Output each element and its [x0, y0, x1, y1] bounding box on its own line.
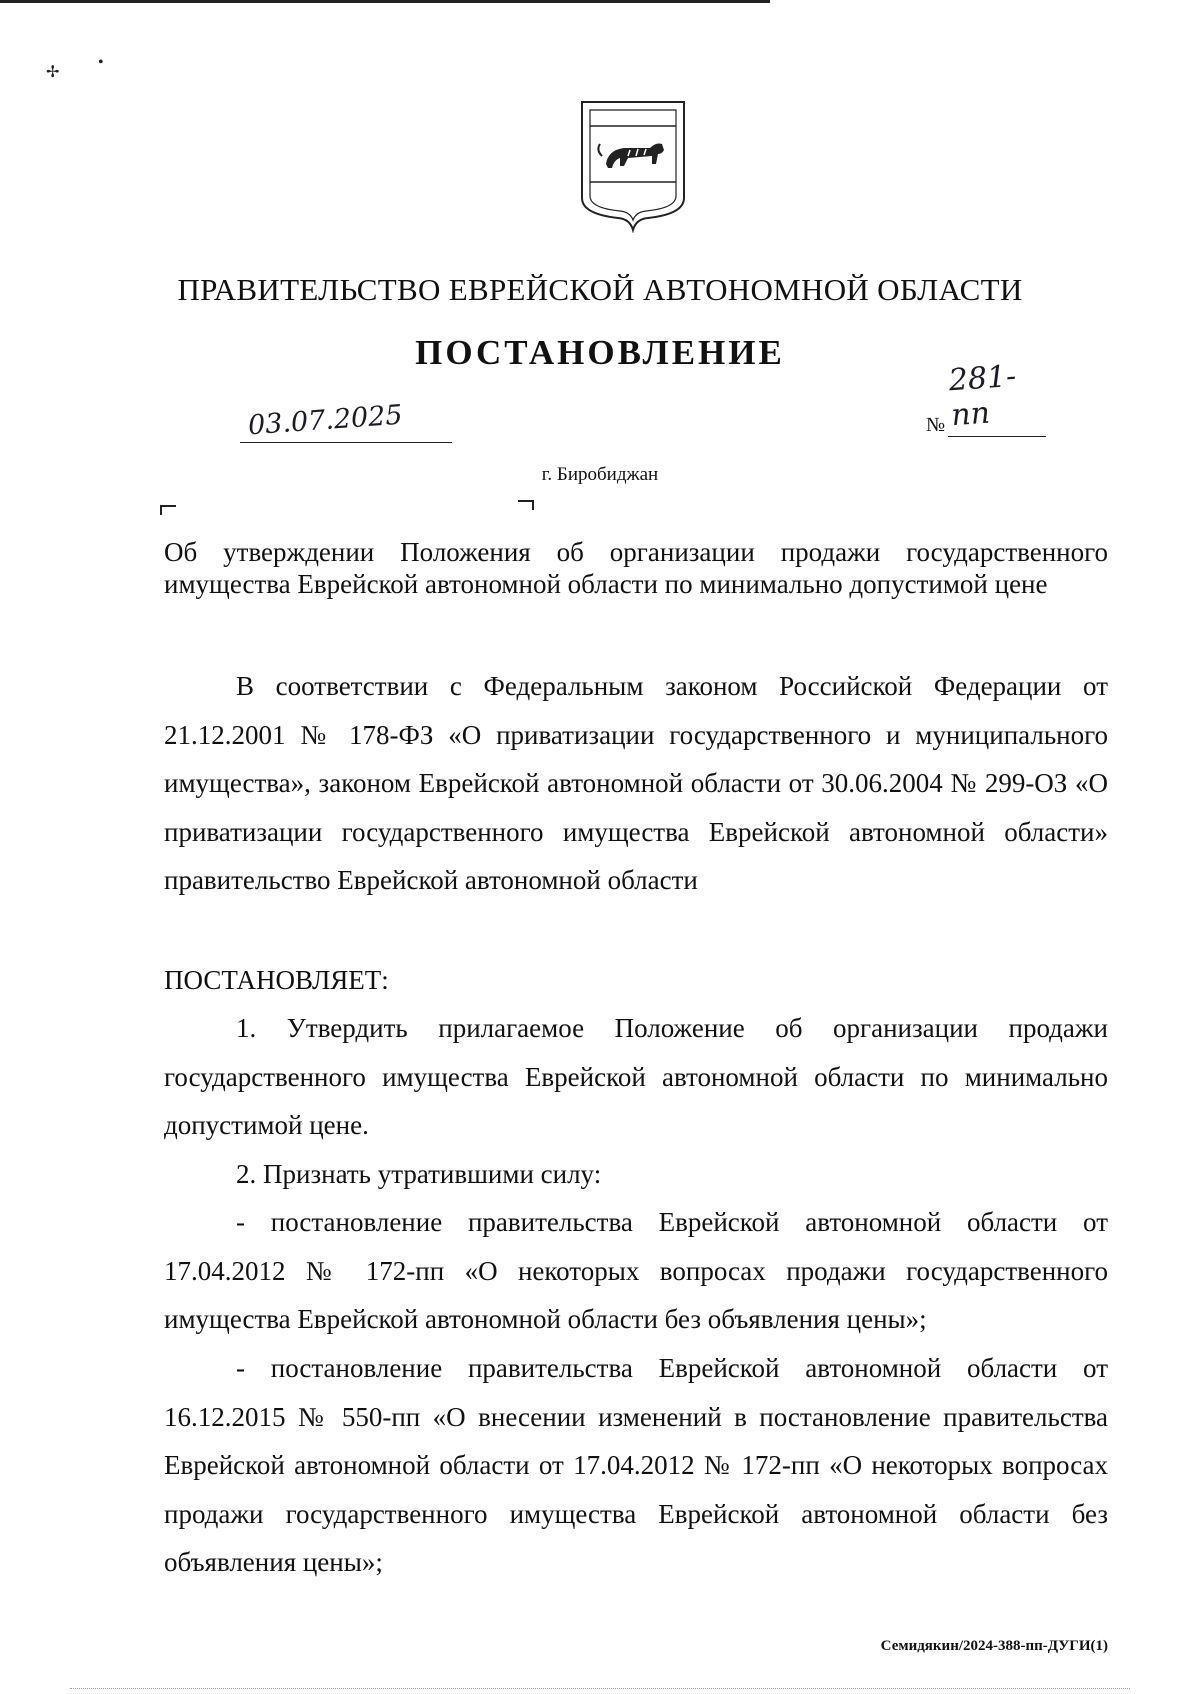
number-label: №	[926, 414, 946, 436]
scan-mark: ✢	[46, 64, 60, 81]
scan-mark: •	[98, 54, 104, 71]
document-subject: Об утверждении Положения об организации продажи государственного имущества Еврейской автономной области по минимально допустимой цене	[164, 537, 1108, 599]
subject-bracket-right	[518, 500, 534, 510]
date-field	[240, 392, 452, 443]
coat-of-arms-emblem	[578, 98, 688, 233]
top-edge-line	[0, 0, 770, 3]
handwritten-number: 281-пп	[947, 358, 1018, 434]
item-2b-paragraph: - постановление правительства Еврейской автономной области от 16.12.2015 № 550-пп «О внесении изменений в постановление правительства Еврейской автономной области от 17.04.2012 № 172-пп «О некоторых вопросах продажи государственного имущества Еврейской автономной области без объявления цены»;	[164, 1353, 1108, 1578]
intro-paragraph: В соответствии с Федеральным законом Российской Федерации от 21.12.2001 № 178-ФЗ «О приватизации государственного и муниципального имущества», законом Еврейской автономной области от 30.06.2004 № 299-ОЗ «О приватизации государственного имущества Еврейской автономной области» правительство Еврейской автономной области	[164, 671, 1108, 896]
document-code: Семидякин/2024-388-пп-ДУГИ(1)	[880, 1638, 1108, 1654]
document-type-title: ПОСТАНОВЛЕНИЕ	[415, 333, 785, 372]
city-label: г. Биробиджан	[541, 464, 659, 485]
number-field	[947, 358, 1046, 437]
subject-bracket-left	[160, 505, 176, 515]
government-title: ПРАВИТЕЛЬСТВО ЕВРЕЙСКОЙ АВТОНОМНОЙ ОБЛАСТИ	[177, 272, 1023, 307]
bottom-scan-line	[70, 1688, 1130, 1689]
handwritten-date: 03.07.2025	[247, 399, 404, 442]
item-2-paragraph: 2. Признать утратившими силу:	[236, 1159, 602, 1189]
item-1-paragraph: 1. Утвердить прилагаемое Положение об организации продажи государственного имущества Еврейской автономной области по минимально допустимой цене.	[164, 1013, 1108, 1141]
decrees-heading: ПОСТАНОВЛЯЕТ:	[164, 965, 389, 995]
item-2a-paragraph: - постановление правительства Еврейской автономной области от 17.04.2012 № 172-пп «О некоторых вопросах продажи государственного имущества Еврейской автономной области без объявления цены»;	[164, 1207, 1108, 1335]
